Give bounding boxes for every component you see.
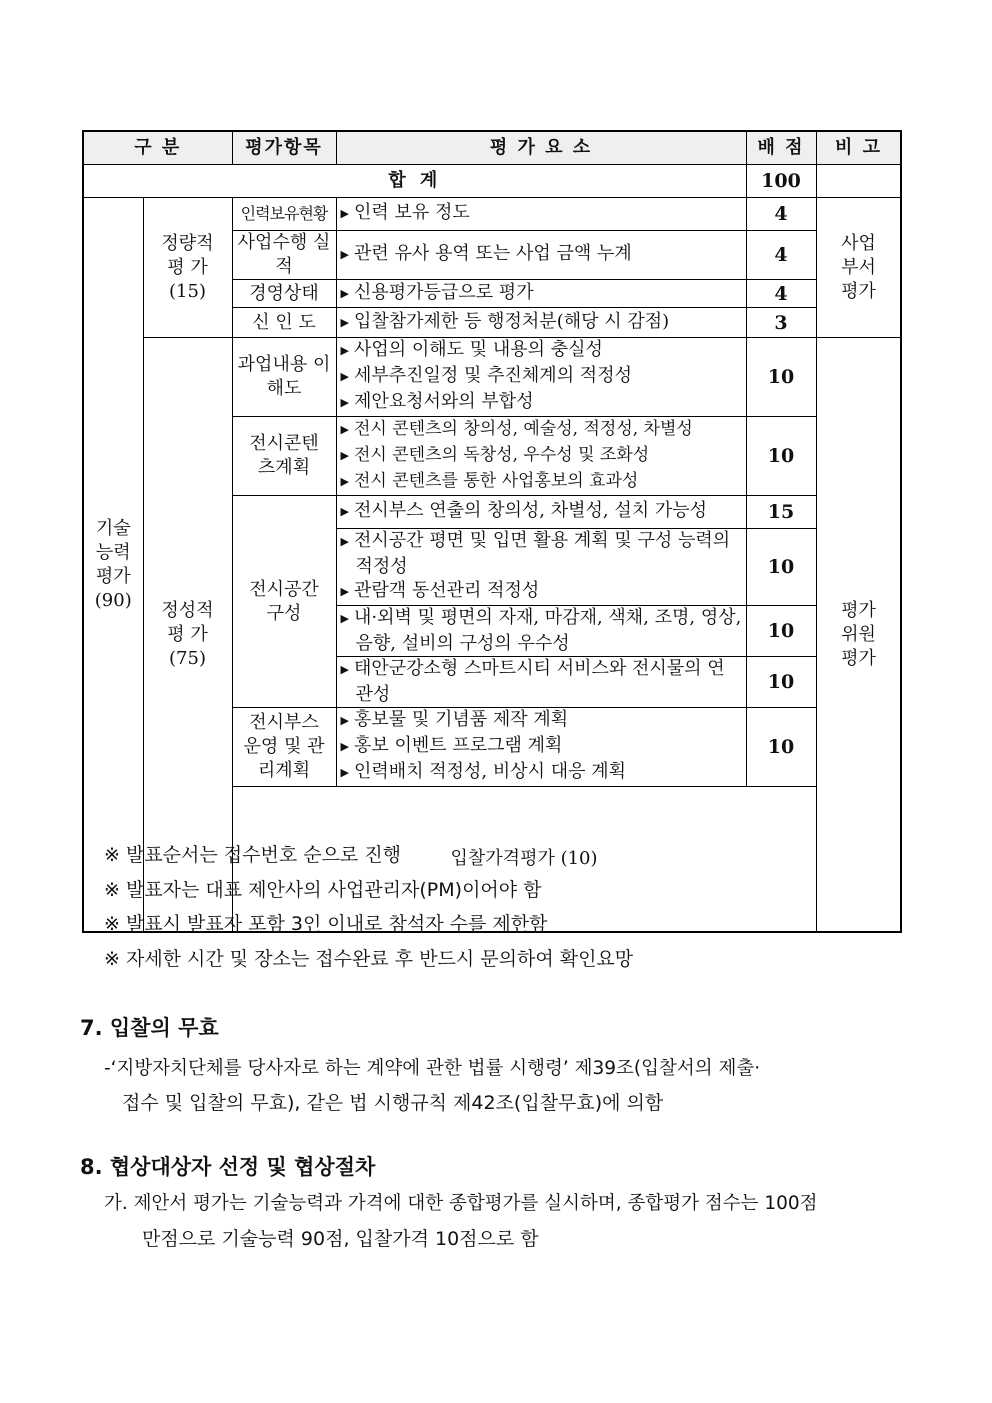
note-item: ※ 발표시 발표자 포함 3인 이내로 참석자 수를 제한함 bbox=[104, 913, 548, 935]
section-8-line2: 만점으로 기술능력 90점, 입찰가격 10점으로 함 bbox=[142, 1228, 539, 1250]
eval-elements: ▶ 입찰참가제한 등 행정처분(해당 시 감점) bbox=[336, 308, 746, 338]
eval-score: 15 bbox=[746, 496, 816, 529]
eval-score: 10 bbox=[746, 606, 816, 657]
quant-eval-label: 정량적 평 가 (15) bbox=[143, 198, 232, 338]
eval-score: 10 bbox=[746, 417, 816, 496]
eval-score: 4 bbox=[746, 198, 816, 231]
eval-elements: ▶ 태안군강소형 스마트시티 서비스와 전시물의 연관성 bbox=[336, 657, 746, 708]
quant-remark: 사업 부서 평가 bbox=[816, 198, 901, 338]
eval-elements: ▶ 내·외벽 및 평면의 자재, 마감재, 색채, 조명, 영상, 음향, 설비의 구성의 우수성 bbox=[336, 606, 746, 657]
eval-elements: ▶ 인력 보유 정도 bbox=[336, 198, 746, 231]
eval-score: 10 bbox=[746, 338, 816, 417]
eval-item: 인력보유현황 bbox=[232, 198, 336, 231]
header-score: 배 점 bbox=[746, 131, 816, 165]
eval-item: 사업수행 실적 bbox=[232, 231, 336, 280]
eval-item: 전시공간 구성 bbox=[232, 496, 336, 708]
eval-score: 4 bbox=[746, 280, 816, 308]
notes bbox=[104, 838, 633, 976]
eval-item: 전시콘텐츠계획 bbox=[232, 417, 336, 496]
note-item: ※ 발표순서는 접수번호 순으로 진행 bbox=[104, 844, 402, 866]
header-row bbox=[83, 131, 901, 165]
note-item: ※ 자세한 시간 및 장소는 접수완료 후 반드시 문의하여 확인요망 bbox=[104, 947, 634, 970]
qual-eval-label: 정성적 평 가 (75) bbox=[143, 338, 232, 933]
header-element: 평 가 요 소 bbox=[336, 131, 746, 165]
tech-eval-label: 기술 능력 평가 (90) bbox=[83, 198, 143, 933]
eval-score: 3 bbox=[746, 308, 816, 338]
section-8-line1: 가. 제안서 평가는 기술능력과 가격에 대한 종합평가를 실시하며, 종합평가 점수는 100점 bbox=[104, 1193, 818, 1214]
header-category: 구 분 bbox=[83, 131, 232, 165]
section-7-line2: 접수 및 입찰의 무효), 같은 법 시행규칙 제42조(입찰무효)에 의함 bbox=[122, 1092, 664, 1114]
evaluation-table bbox=[82, 130, 902, 933]
total-label: 합 계 bbox=[83, 165, 746, 198]
eval-score: 10 bbox=[746, 657, 816, 708]
eval-elements: ▶ 홍보물 및 기념품 제작 계획 ▶ 홍보 이벤트 프로그램 계획 ▶ 인력배치 적정성, 비상시 대응 계획 bbox=[336, 708, 746, 787]
eval-elements: ▶ 전시공간 평면 및 입면 활용 계획 및 구성 능력의 적정성 ▶ 관람객 동선관리 적정성 bbox=[336, 529, 746, 606]
eval-elements: ▶ 신용평가등급으로 평가 bbox=[336, 280, 746, 308]
eval-item: 신 인 도 bbox=[232, 308, 336, 338]
eval-item: 전시부스 운영 및 관리계획 bbox=[232, 708, 336, 787]
header-remark: 비 고 bbox=[816, 131, 901, 165]
price-label: 입찰가격평가 (10) bbox=[232, 787, 816, 933]
table-row bbox=[83, 338, 901, 417]
total-score: 100 bbox=[746, 165, 816, 198]
eval-elements: ▶ 전시 콘텐츠의 창의성, 예술성, 적정성, 차별성 ▶ 전시 콘텐츠의 독창성, 우수성 및 조화성 ▶ 전시 콘텐츠를 통한 사업홍보의 효과성 bbox=[336, 417, 746, 496]
section-8-title: 8. 협상대상자 선정 및 협상절차 bbox=[80, 1155, 376, 1179]
section-7-line1: -‘지방자치단체를 당사자로 하는 계약에 관한 법률 시행령’ 제39조(입찰서의 제출· bbox=[104, 1058, 761, 1079]
eval-elements: ▶ 사업의 이해도 및 내용의 충실성 ▶ 세부추진일정 및 추진체계의 적정성 ▶ 제안요청서와의 부합성 bbox=[336, 338, 746, 417]
eval-elements: ▶ 전시부스 연출의 창의성, 차별성, 설치 가능성 bbox=[336, 496, 746, 529]
table-row bbox=[83, 198, 901, 231]
eval-score: 10 bbox=[746, 708, 816, 787]
note-item: ※ 발표자는 대표 제안사의 사업관리자(PM)이어야 함 bbox=[104, 878, 542, 901]
header-item: 평가항목 bbox=[232, 131, 336, 165]
qual-remark: 평가 위원 평가 bbox=[816, 338, 901, 933]
total-row bbox=[83, 165, 901, 198]
eval-elements: ▶ 관련 유사 용역 또는 사업 금액 누계 bbox=[336, 231, 746, 280]
section-7-title: 7. 입찰의 무효 bbox=[80, 1016, 219, 1040]
eval-item: 과업내용 이해도 bbox=[232, 338, 336, 417]
eval-score: 4 bbox=[746, 231, 816, 280]
eval-score: 10 bbox=[746, 529, 816, 606]
total-remark bbox=[816, 165, 901, 198]
eval-item: 경영상태 bbox=[232, 280, 336, 308]
